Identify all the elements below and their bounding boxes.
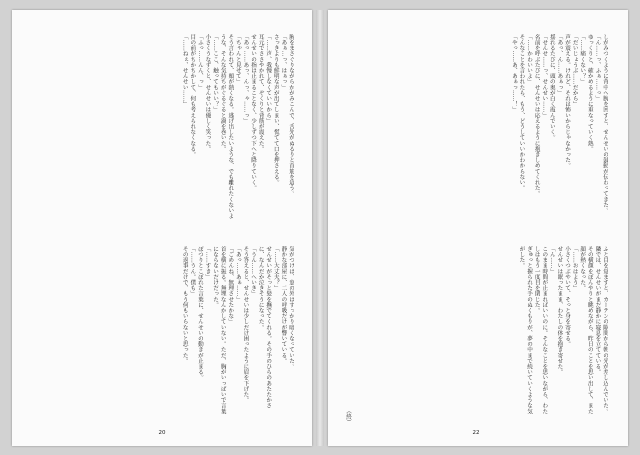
left-top-text: 胸をまさぐりながらかがみこんで、舌先がぬるりと首筋を這う。 「あぁ…っ、はぁっ」 さっきよりも鮮明な声が出てしまい、慌てて口を押さえる。 「……声、我慢しなくていいから」 耳元でささやかれて、ぞくりと背筋が震えた。 せんせいの指は止まることなく、少しずつ下へと降りていく。 「あっ……あっ、んっ、ゃ……っ」 「ちゃんと見せて」 そう言われて、頬が熱くなる。逃げ出したいような、でも離れたくないような、そんな気持ちがぐるぐると渦を巻いた。 「……ここ、触ってもいい？」 小さくうなずくと、せんせいは優しく笑った。 「ふっ……んん、っ」 目の前がちかちかして、何も考えられなくなる。 「……ねぇ、せんせい……」 <box>181 34 294 219</box>
left-page <box>12 10 312 446</box>
right-bottom-text: ふと目を覚ますと、カーテンの隙間から朝の光が差し込んでいた。 隣では、せんせいがまだ静かに寝息を立てている。 その横顔をぼんやりと眺めながら、昨日のことを思い出して、また顔が熱くなった。 「……おはよう」 小さくつぶやいて、そっと身を寄せる。 せんせいは眠ったまま、わたしの体を抱き寄せた。 「ん……」 このまま時間が止まればいいのに。そんなことを思いながら、わたしはもう一度目を閉じた。 ぎゅっと握られた手のぬくもりが、夢の中まで続いていくような気がした。 <box>518 246 608 414</box>
left-page-number: 20 <box>158 430 166 436</box>
end-mark: （終） <box>345 408 351 425</box>
right-top-text: しがみつくように背中へ腕を回すと、せんせいの鼓動が伝わってきた。 「ん……っ、ふぁ……っ」 ゆっくりと、確かめるように重なっていく熱。 「……痛くない？」 「だいじょうぶ……だから」 声が震える。けれど、それは怖いからじゃなかった。 「あっ、ん……あぁっ」 揺れるたびに、頭の奥が白く霞んでいく。 「せんせ……っ、せんせい……」 名前を呼ぶたびに、せんせいは応えるように抱きしめてくれた。 「……かわいいよ」 そんなことを言われたら、もう、どうしていいかわからない。 「やっ……あ、あぁっ……！」 <box>510 34 608 214</box>
right-page-number: 22 <box>472 430 480 436</box>
right-page <box>328 10 628 446</box>
left-bottom-text: 気がつけば、窓の外はすっかり暗くなっていた。 静かな部屋に、二人の呼吸だけが響いている。 「……大丈夫？」 せんせいがそっと髪を撫でてくれる。その手のひらのあたたかさに、なんだか泣きそうになった。 「うん……へいき」 そう答えると、せんせいは少しだけ困ったように眉を下げた。 「あっ……あぁ……」 「ごめんね、無理させたかな」 首を横に振る。無理なんかしていない。ただ、胸がいっぱいで言葉にならないだけだった。 「……すき」 ぽつりとこぼれた言葉に、せんせいの動きが止まる。 「……うん。僕も」 その返事だけで、もう何もいらないと思った。 <box>181 246 294 414</box>
book-gutter <box>316 10 324 446</box>
